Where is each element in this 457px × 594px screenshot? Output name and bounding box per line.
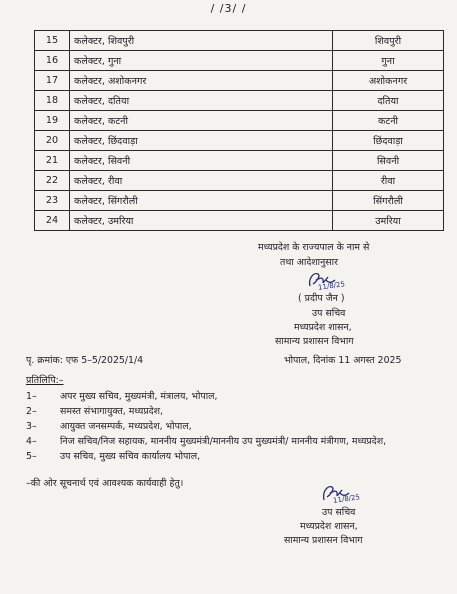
table-row — [35, 71, 444, 91]
copy-item-number: 3– — [26, 421, 37, 432]
serial-number-cell: 24 — [35, 211, 70, 231]
district-cell: सिवनी — [333, 151, 444, 171]
district-cell: छिंदवाड़ा — [333, 131, 444, 151]
district-cell: अशोकनगर — [333, 71, 444, 91]
copy-list — [26, 390, 446, 465]
page-number: / /3/ / — [210, 2, 247, 15]
table-row — [35, 111, 444, 131]
table-row — [35, 91, 444, 111]
table-row — [35, 51, 444, 71]
office-cell: कलेक्टर, उमरिया — [70, 211, 333, 231]
order-number: पृ. क्रमांक: एफ 5–5/2025/1/4 — [26, 355, 144, 366]
footer-signature-date: 11/8/25 — [332, 493, 361, 505]
copy-item-number: 2– — [26, 406, 37, 417]
copy-item-number: 1– — [26, 391, 37, 402]
signature-date: 11/8/25 — [317, 280, 346, 292]
footer-designation: उप सचिव — [322, 507, 356, 518]
district-collector-table — [34, 30, 444, 231]
footer-government: मध्यप्रदेश शासन, — [300, 521, 358, 532]
copy-item-number: 4– — [26, 436, 37, 447]
district-cell: गुना — [333, 51, 444, 71]
office-cell: कलेक्टर, अशोकनगर — [70, 71, 333, 91]
district-cell: रीवा — [333, 171, 444, 191]
office-cell: कलेक्टर, गुना — [70, 51, 333, 71]
office-cell: कलेक्टर, सिवनी — [70, 151, 333, 171]
district-cell: सिंगरौली — [333, 191, 444, 211]
signatory-name: ( प्रदीप जैन ) — [298, 293, 345, 304]
authority-line-1: मध्यप्रदेश के राज्यपाल के नाम से — [258, 242, 370, 253]
table-row — [35, 171, 444, 191]
copy-item — [26, 450, 446, 464]
office-cell: कलेक्टर, छिंदवाड़ा — [70, 131, 333, 151]
signatory-government: मध्यप्रदेश शासन, — [294, 322, 352, 333]
district-cell: कटनी — [333, 111, 444, 131]
office-cell: कलेक्टर, सिंगरौली — [70, 191, 333, 211]
district-cell: दतिया — [333, 91, 444, 111]
serial-number-cell: 16 — [35, 51, 70, 71]
office-cell: कलेक्टर, कटनी — [70, 111, 333, 131]
authority-line-2: तथा आदेशानुसार — [280, 257, 338, 268]
table-row — [35, 151, 444, 171]
footer-department: सामान्य प्रशासन विभाग — [284, 535, 363, 546]
serial-number-cell: 21 — [35, 151, 70, 171]
table-row — [35, 131, 444, 151]
copy-item — [26, 405, 446, 419]
copy-item-text: उप सचिव, मुख्य सचिव कार्यालय भोपाल, — [60, 451, 201, 462]
copy-item — [26, 435, 446, 449]
table-row — [35, 211, 444, 231]
copy-heading: प्रतिलिपि:– — [26, 375, 64, 386]
copy-item-text: आयुक्त जनसम्पर्क, मध्यप्रदेश, भोपाल, — [60, 421, 192, 432]
copy-item-text: समस्त संभागायुक्त, मध्यप्रदेश, — [60, 406, 163, 417]
serial-number-cell: 17 — [35, 71, 70, 91]
serial-number-cell: 19 — [35, 111, 70, 131]
closing-line: –की ओर सूचनार्थ एवं आवश्यक कार्यवाही हेतु। — [26, 478, 184, 489]
signatory-designation: उप सचिव — [312, 308, 346, 319]
office-cell: कलेक्टर, शिवपुरी — [70, 31, 333, 51]
copy-item — [26, 390, 446, 404]
serial-number-cell: 22 — [35, 171, 70, 191]
district-cell: उमरिया — [333, 211, 444, 231]
district-cell: शिवपुरी — [333, 31, 444, 51]
order-date: भोपाल, दिनांक 11 अगस्त 2025 — [284, 355, 402, 366]
copy-item-number: 5– — [26, 451, 37, 462]
serial-number-cell: 18 — [35, 91, 70, 111]
serial-number-cell: 20 — [35, 131, 70, 151]
serial-number-cell: 23 — [35, 191, 70, 211]
copy-item-text: निज सचिव/निज सहायक, माननीय मुख्यमंत्री/माननीय उप मुख्यमंत्री/ माननीय मंत्रीगण, मध्यप्रदेश, — [60, 436, 387, 447]
table-row — [35, 191, 444, 211]
table-row — [35, 31, 444, 51]
signatory-department: सामान्य प्रशासन विभाग — [275, 336, 354, 347]
office-cell: कलेक्टर, रीवा — [70, 171, 333, 191]
serial-number-cell: 15 — [35, 31, 70, 51]
office-cell: कलेक्टर, दतिया — [70, 91, 333, 111]
copy-item — [26, 420, 446, 434]
copy-item-text: अपर मुख्य सचिव, मुख्यमंत्री, मंत्रालय, भोपाल, — [60, 391, 218, 402]
